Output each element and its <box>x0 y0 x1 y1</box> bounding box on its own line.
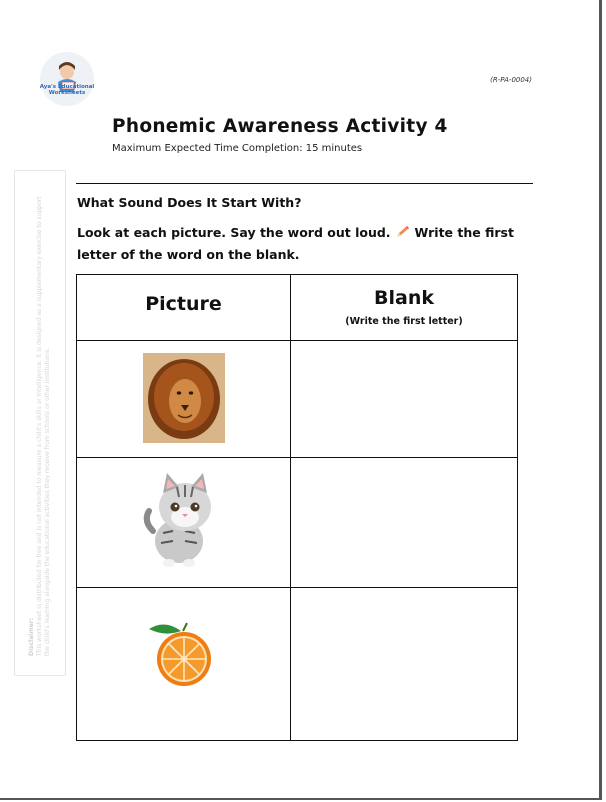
divider-line <box>76 183 533 184</box>
brand-logo <box>40 52 94 106</box>
disclaimer-text <box>28 186 52 656</box>
brand-line1: Aya's Educational <box>39 84 95 90</box>
answer-blank[interactable] <box>297 601 507 731</box>
page-subtitle: Maximum Expected Time Completion: 15 minutes <box>112 143 363 154</box>
answer-blank[interactable] <box>297 353 507 443</box>
column-header-blank-note: (Write the first letter) <box>345 316 463 327</box>
kitten-icon <box>139 471 225 571</box>
brand-name <box>38 84 96 96</box>
column-divider <box>290 275 291 740</box>
answer-blank[interactable] <box>297 471 507 571</box>
disclaimer-body: This worksheet is distributed for free and is not intended to measure a child's skills or intelligence. It is designed as a supplementary exercise to support the child's learning alongside the educational activities they receive from schools or other institutions. <box>36 196 51 656</box>
orange-icon <box>143 617 221 687</box>
section-question: What Sound Does It Start With? <box>77 195 302 210</box>
pencil-icon <box>395 225 411 239</box>
instruction-part1: Look at each picture. Say the word out loud. <box>77 225 391 240</box>
row-divider <box>77 340 517 341</box>
page-title: Phonemic Awareness Activity 4 <box>112 116 448 137</box>
brand-line2: Worksheets <box>48 90 86 96</box>
instruction-part2: Write the first letter of the word on the blank. <box>77 225 514 262</box>
disclaimer-heading: Disclaimer: <box>28 617 35 656</box>
instructions <box>77 222 527 266</box>
disclaimer-box <box>14 170 66 676</box>
column-header-picture: Picture <box>145 293 222 315</box>
row-divider <box>77 457 517 458</box>
column-header-blank: Blank <box>374 287 434 309</box>
row-divider <box>77 587 517 588</box>
lion-icon <box>143 353 225 443</box>
child-reading-icon <box>40 52 94 106</box>
document-code: (R-PA-0004) <box>490 76 532 84</box>
worksheet-table <box>76 274 518 741</box>
